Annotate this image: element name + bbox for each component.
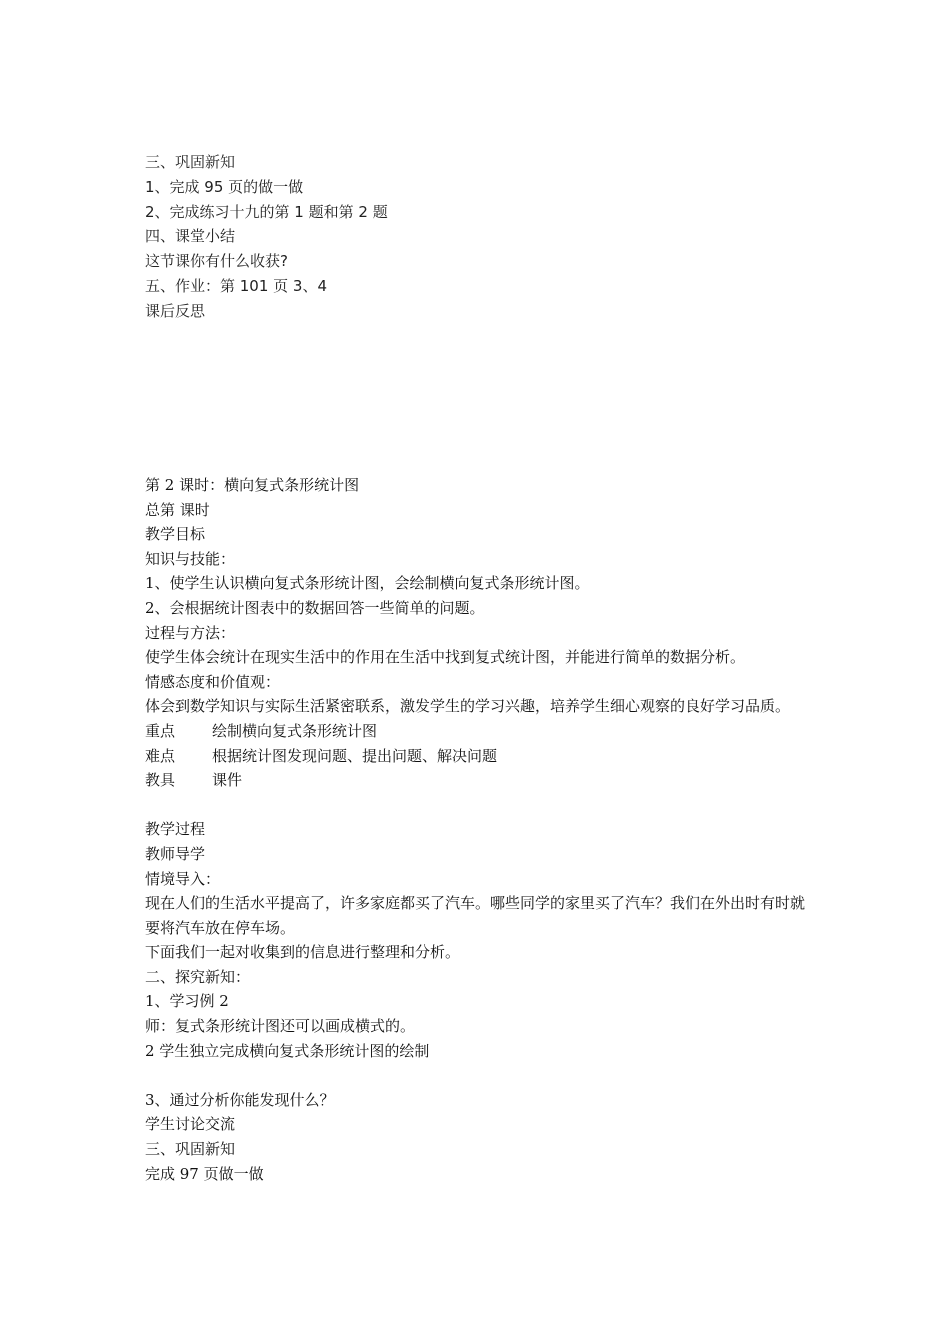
key-point-value: 绘制横向复式条形统计图 <box>212 721 378 740</box>
explore-item-2: 2 学生独立完成横向复式条形统计图的绘制 <box>145 1041 430 1060</box>
teacher-guide-heading: 教师导学 <box>145 844 206 863</box>
explore-item-3: 3、通过分析你能发现什么？ <box>145 1090 335 1109</box>
explore-heading: 二、探究新知： <box>145 967 251 986</box>
consolidate-item-2: 2、完成练习十九的第 1 题和第 2 题 <box>145 202 388 221</box>
teaching-tools-row <box>145 768 815 793</box>
teaching-process-heading: 教学过程 <box>145 820 206 839</box>
intro-heading: 情境导入： <box>145 869 221 888</box>
process-method-heading: 过程与方法： <box>145 623 236 642</box>
reflection-heading: 课后反思 <box>145 301 206 320</box>
difficulty-label: 难点 <box>145 746 176 765</box>
goals-heading: 教学目标 <box>145 525 206 544</box>
knowledge-heading: 知识与技能： <box>145 549 236 568</box>
spacer <box>145 793 815 818</box>
lesson-1-ending <box>145 150 825 324</box>
homework-line: 五、作业：第 101 页 3、4 <box>145 276 328 295</box>
teaching-tools-value: 课件 <box>212 771 243 790</box>
teaching-tools-label: 教具 <box>145 771 176 790</box>
difficulty-row <box>145 744 815 769</box>
consolidate-heading-1: 三、巩固新知 <box>145 153 236 171</box>
key-point-label: 重点 <box>145 721 176 740</box>
explore-teacher-line: 师：复式条形统计图还可以画成横式的。 <box>145 1017 416 1036</box>
spacer <box>145 1063 815 1088</box>
summary-heading: 四、课堂小结 <box>145 227 236 246</box>
knowledge-item-2: 2、会根据统计图表中的数据回答一些简单的问题。 <box>145 598 485 617</box>
emotion-text: 体会到数学知识与实际生活紧密联系，激发学生的学习兴趣，培养学生细心观察的良好学习品质。 <box>145 697 791 716</box>
lesson-title: 第 2 课时：横向复式条形统计图 <box>145 476 360 494</box>
discussion-line: 学生讨论交流 <box>145 1115 236 1134</box>
difficulty-value: 根据统计图发现问题、提出问题、解决问题 <box>212 746 498 765</box>
consolidate-text-2: 完成 97 页做一做 <box>145 1164 264 1183</box>
key-point-row <box>145 719 815 744</box>
lesson-2-plan <box>145 473 815 1186</box>
emotion-heading: 情感态度和价值观： <box>145 672 281 691</box>
consolidate-item-1: 1、完成 95 页的做一做 <box>145 177 304 196</box>
total-lesson-count: 总第 课时 <box>145 500 210 519</box>
summary-question: 这节课你有什么收获? <box>145 252 288 271</box>
knowledge-item-1: 1、使学生认识横向复式条形统计图，会绘制横向复式条形统计图。 <box>145 574 590 593</box>
process-method-text: 使学生体会统计在现实生活中的作用在生活中找到复式统计图，并能进行简单的数据分析。 <box>145 648 746 667</box>
intro-text: 现在人们的生活水平提高了，许多家庭都买了汽车。哪些同学的家里买了汽车？我们在外出时有时就要将汽车放在停车场。 <box>145 894 806 937</box>
intro-next: 下面我们一起对收集到的信息进行整理和分析。 <box>145 943 461 962</box>
consolidate-heading-2: 三、巩固新知 <box>145 1140 236 1159</box>
explore-item-1: 1、学习例 2 <box>145 992 229 1011</box>
